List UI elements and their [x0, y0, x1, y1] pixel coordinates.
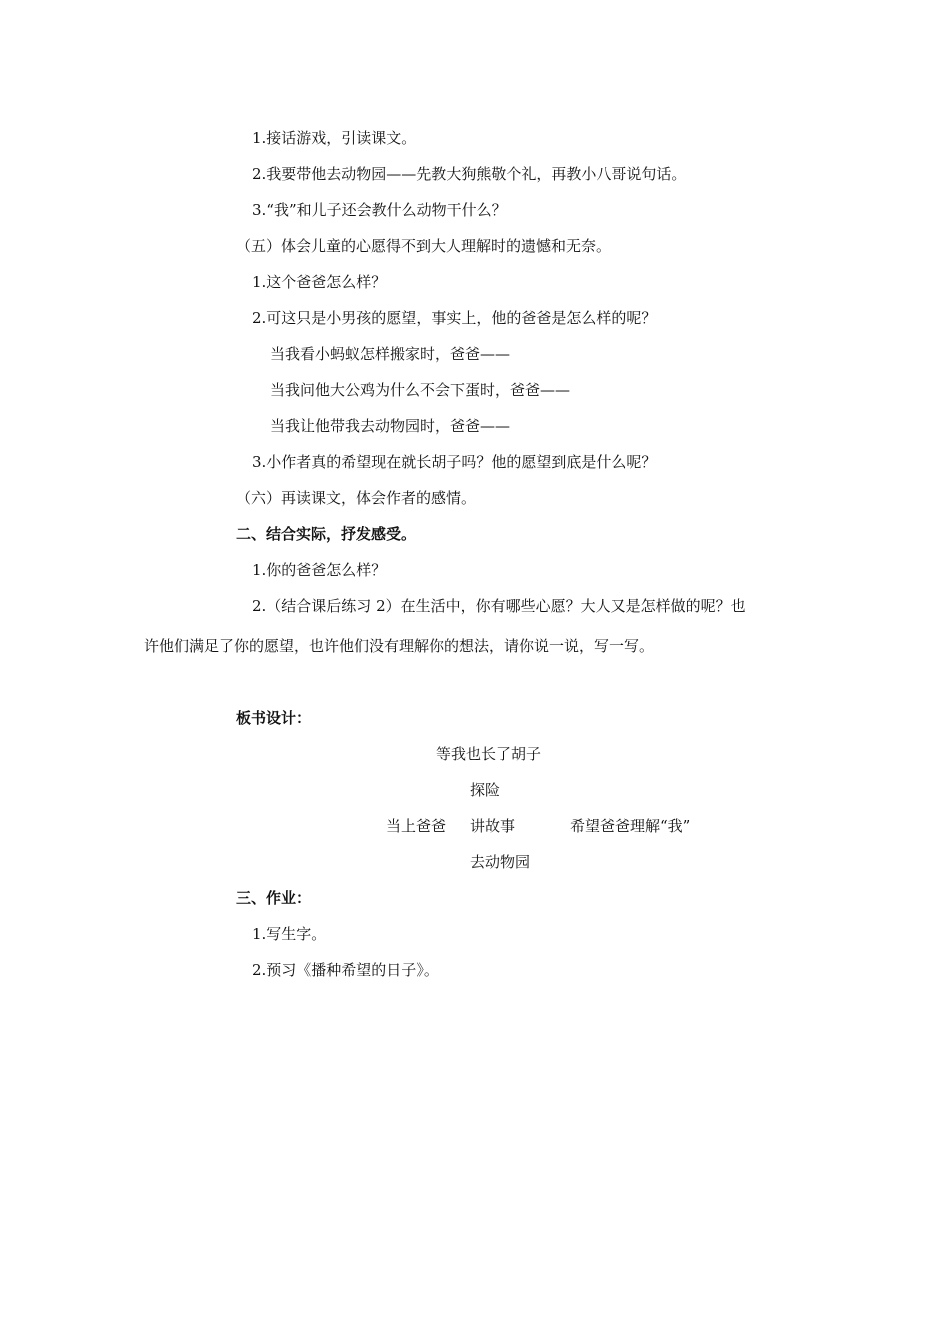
board-title: 等我也长了胡子 — [436, 745, 542, 763]
section-heading: 二、结合实际，抒发感受。 — [236, 525, 417, 543]
homework-item: 1.写生字。 — [252, 925, 327, 943]
text-line: 3.“我”和儿子还会教什么动物干什么？ — [252, 201, 507, 219]
text-line: 当我看小蚂蚁怎样搬家时，爸爸—— — [270, 345, 511, 363]
text-line: 许他们满足了你的愿望，也许他们没有理解你的想法，请你说一说，写一写。 — [144, 637, 655, 655]
board-item: 讲故事 — [470, 817, 516, 835]
section-heading: （五）体会儿童的心愿得不到大人理解时的遗憾和无奈。 — [236, 237, 612, 255]
text-line: 1.你的爸爸怎么样？ — [252, 561, 387, 579]
text-line: 2.可这只是小男孩的愿望，事实上，他的爸爸是怎么样的呢？ — [252, 309, 657, 327]
text-line: 2.（结合课后练习 2）在生活中，你有哪些心愿？大人又是怎样做的呢？也 — [252, 597, 746, 615]
board-heading: 板书设计： — [236, 709, 312, 727]
section-heading: （六）再读课文，体会作者的感情。 — [236, 489, 477, 507]
text-line: 当我让他带我去动物园时，爸爸—— — [270, 417, 511, 435]
homework-heading: 三、作业： — [236, 889, 312, 907]
board-right: 希望爸爸理解“我” — [570, 817, 691, 835]
board-item: 探险 — [470, 781, 501, 799]
text-line: 1.这个爸爸怎么样？ — [252, 273, 387, 291]
text-line: 1.接话游戏，引读课文。 — [252, 129, 417, 147]
board-item: 去动物园 — [470, 853, 531, 871]
text-line: 2.我要带他去动物园——先教大狗熊敬个礼，再教小八哥说句话。 — [252, 165, 687, 183]
board-left: 当上爸爸 — [386, 817, 447, 835]
text-line: 当我问他大公鸡为什么不会下蛋时，爸爸—— — [270, 381, 571, 399]
text-line: 3.小作者真的希望现在就长胡子吗？他的愿望到底是什么呢？ — [252, 453, 657, 471]
homework-item: 2.预习《播种希望的日子》。 — [252, 961, 439, 979]
